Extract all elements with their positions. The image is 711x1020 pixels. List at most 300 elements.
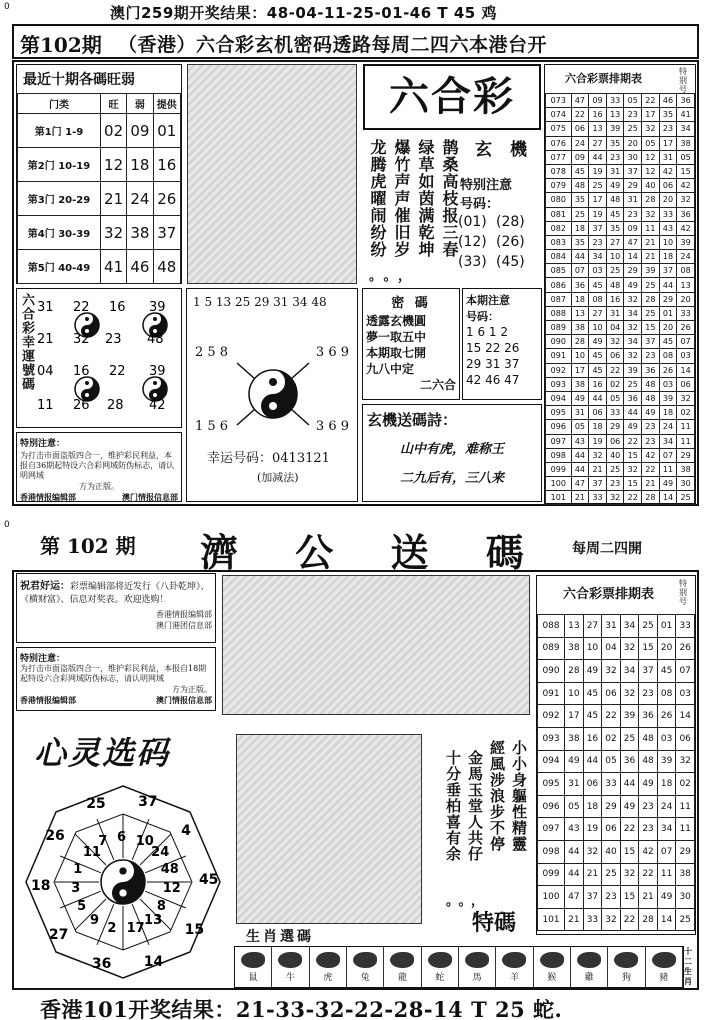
rank-row: [538, 886, 695, 909]
rank-issue: 088: [546, 306, 572, 320]
rank-cell: 49: [565, 750, 584, 773]
zodiac-label: 龍: [397, 972, 407, 983]
zodiac-icon: [241, 952, 265, 968]
rank-cell: 11: [677, 420, 695, 434]
rank-cell: 37: [659, 264, 677, 278]
xinling-inner-num: 12: [162, 880, 181, 896]
rank-cell: 32: [677, 193, 695, 207]
zodiac-icon: [353, 952, 377, 968]
zodiac-label: 虎: [323, 972, 333, 983]
shengxiao-row: [234, 946, 684, 988]
mima-line: 二六合: [419, 378, 456, 392]
rank-table-2-panel: [536, 575, 696, 935]
wang-ruo-row: [18, 148, 181, 182]
rank-cell: 42: [639, 840, 658, 863]
rank-cell: 26: [676, 637, 695, 660]
rank-cell: 49: [639, 773, 658, 796]
rank-cell: 33: [606, 406, 624, 420]
rank-cell: 25: [642, 306, 660, 320]
rank-cell: 23: [624, 108, 642, 122]
xinling-title: 心灵选码: [34, 734, 171, 772]
rank-cell: 32: [624, 349, 642, 363]
rank-cell: 29: [676, 840, 695, 863]
rank-cell: 06: [659, 179, 677, 193]
rank-row: [546, 221, 695, 235]
rank-cell: 25: [606, 264, 624, 278]
special-note-num: (26): [496, 234, 525, 250]
rank-cell: 18: [659, 250, 677, 264]
rank-cell: 15: [624, 448, 642, 462]
rank-cell: 21: [589, 462, 607, 476]
rank-cell: 01: [659, 306, 677, 320]
rank-row: [538, 795, 695, 818]
zodiac-icon: [577, 952, 601, 968]
rank-cell: 07: [676, 660, 695, 683]
wang-ruo-cell: 02: [100, 114, 126, 148]
rank-issue: 099: [546, 462, 572, 476]
rank-cell: 22: [639, 863, 658, 886]
rank-cell: 23: [589, 235, 607, 249]
rank-cell: 17: [659, 136, 677, 150]
xinling-outer-num: 15: [184, 921, 205, 938]
rank-cell: 26: [677, 321, 695, 335]
rank-cell: 33: [602, 773, 621, 796]
rank-cell: 13: [589, 122, 607, 136]
rank-issue: 087: [546, 292, 572, 306]
rank-cell: 42: [642, 448, 660, 462]
xinling-outer-num: 36: [91, 955, 112, 972]
rank-issue: 078: [546, 164, 572, 178]
rank-cell: 12: [642, 164, 660, 178]
wang-ruo-table: [17, 93, 181, 284]
logo-sub: 玄 機: [475, 140, 533, 160]
rank-cell: 45: [571, 164, 589, 178]
xinling-wheel: [20, 782, 226, 982]
rank-issue: 098: [546, 448, 572, 462]
rank-cell: 17: [642, 108, 660, 122]
rank-issue: 101: [538, 908, 565, 931]
poem-bottom: [436, 740, 532, 912]
landscape-illustration: [222, 575, 530, 715]
shengxiao-cell: [496, 947, 533, 987]
rank-cell: 13: [606, 108, 624, 122]
rank-cell: 38: [565, 637, 584, 660]
rank-cell: 05: [642, 136, 660, 150]
rank-row: [546, 420, 695, 434]
rank-issue: 101: [546, 491, 572, 505]
rank-row: [546, 193, 695, 207]
mima-line: 夢一取五中: [366, 330, 427, 344]
shengxiao-cell: [459, 947, 496, 987]
lucky-left-label: 六合彩幸運號碼: [19, 293, 34, 391]
rank-cell: 38: [571, 377, 589, 391]
rank-cell: 32: [677, 391, 695, 405]
rank-cell: 17: [589, 193, 607, 207]
rank-cell: 38: [571, 321, 589, 335]
lucky-left-num: 39: [149, 300, 166, 315]
rank-cell: 10: [589, 321, 607, 335]
rank-cell: 32: [624, 292, 642, 306]
xinling-outer-num: 45: [198, 871, 219, 888]
wang-ruo-category: 第1门 1-9: [18, 114, 101, 148]
rank-cell: 29: [659, 292, 677, 306]
rank-cell: 34: [659, 434, 677, 448]
rank-cell: 44: [589, 150, 607, 164]
zhu-jun-body: 彩票编辑部将近发行《八卦乾坤》、《横财富》、信息对奖表。欢迎选购！: [20, 582, 210, 605]
issue-number: 第102期: [20, 33, 102, 57]
rank-cell: 16: [583, 727, 602, 750]
taiji-icon: [249, 370, 297, 418]
rank-cell: 22: [571, 108, 589, 122]
rank-cell: 21: [639, 886, 658, 909]
zhu-jun-sign-1: 香港情报编辑部: [156, 610, 212, 619]
rank-cell: 48: [639, 727, 658, 750]
rank-cell: 36: [677, 94, 695, 108]
rank-cell: 22: [624, 491, 642, 505]
rank-cell: 06: [676, 727, 695, 750]
rank-cell: 42: [659, 164, 677, 178]
wang-ruo-cell: 37: [153, 216, 180, 250]
rank-cell: 23: [639, 682, 658, 705]
rank-issue: 080: [546, 193, 572, 207]
rank-cell: 20: [624, 136, 642, 150]
wang-ruo-header: 提供: [153, 94, 180, 114]
rank-row: [546, 207, 695, 221]
rank-row: [546, 335, 695, 349]
rank-issue: 073: [546, 94, 572, 108]
rank-cell: 11: [657, 863, 676, 886]
xuanji-poem-panel: [362, 404, 542, 502]
wang-ruo-cell: 32: [100, 216, 126, 250]
page-marker-top: 0: [4, 2, 10, 12]
macau-result-line: 澳门259期开奖结果：48-04-11-25-01-46 T 45 鸡: [110, 4, 497, 22]
rank-cell: 16: [606, 292, 624, 306]
rank-cell: 03: [659, 377, 677, 391]
rank-cell: 21: [642, 477, 660, 491]
rank-cell: 06: [602, 818, 621, 841]
rank-cell: 24: [677, 250, 695, 264]
rank-cell: 06: [571, 122, 589, 136]
notice-1-body: 为打击市面盗版四合一，维护彩民利益，本报自36期起特设六合彩网域防伪标志，请认明网域: [20, 451, 175, 480]
rank-cell: 13: [571, 306, 589, 320]
rank-cell: 18: [571, 292, 589, 306]
rank-cell: 43: [565, 818, 584, 841]
rank-cell: 22: [620, 908, 639, 931]
rank-cell: 42: [677, 179, 695, 193]
rank-issue: 093: [538, 727, 565, 750]
wang-ruo-category: 第3门 20-29: [18, 182, 101, 216]
rank-cell: 09: [589, 94, 607, 108]
rank-cell: 21: [642, 250, 660, 264]
note-nums-label: 号码：: [466, 310, 499, 323]
rank-cell: 47: [565, 886, 584, 909]
rank-cell: 11: [659, 462, 677, 476]
rank-cell: 39: [620, 705, 639, 728]
rank-cell: 08: [677, 264, 695, 278]
rank-cell: 11: [676, 818, 695, 841]
special-note-num: (45): [496, 254, 525, 270]
rank-cell: 32: [606, 491, 624, 505]
rank-cell: 34: [624, 335, 642, 349]
rank-cell: 06: [677, 377, 695, 391]
rank-row: [538, 773, 695, 796]
mima-panel: [362, 288, 460, 400]
rank-cell: 14: [677, 363, 695, 377]
rank-cell: 33: [606, 94, 624, 108]
rank-cell: 22: [624, 434, 642, 448]
rank-cell: 29: [606, 420, 624, 434]
xinling-inner-num: 3: [71, 880, 81, 896]
rank-cell: 34: [620, 660, 639, 683]
rank-cell: 47: [571, 94, 589, 108]
rank-issue: 099: [538, 863, 565, 886]
rank-cell: 18: [659, 406, 677, 420]
wang-ruo-cell: 01: [153, 114, 180, 148]
rank-cell: 47: [624, 235, 642, 249]
rank-issue: 077: [546, 150, 572, 164]
mima-line: 透露玄機圓: [366, 314, 427, 328]
rank-issue: 095: [546, 406, 572, 420]
rank-cell: 45: [583, 682, 602, 705]
xinling-inner-num: 2: [107, 920, 117, 936]
rank-issue: 085: [546, 264, 572, 278]
rank-cell: 40: [642, 179, 660, 193]
rank-cell: 20: [677, 292, 695, 306]
rank-cell: 48: [606, 193, 624, 207]
shengxiao-cell: [347, 947, 384, 987]
rank-row: [546, 235, 695, 249]
rank-cell: 21: [571, 491, 589, 505]
rank-cell: 47: [571, 477, 589, 491]
rank-cell: 25: [620, 727, 639, 750]
xinling-inner-num: 48: [160, 861, 179, 877]
rank-cell: 32: [606, 335, 624, 349]
xinling-inner-num: 5: [77, 899, 87, 914]
rank-cell: 08: [657, 682, 676, 705]
rank-issue: 095: [538, 773, 565, 796]
rank-cell: 06: [589, 406, 607, 420]
rank-cell: 45: [659, 335, 677, 349]
rank-issue: 097: [538, 818, 565, 841]
rank-cell: 17: [565, 705, 584, 728]
rank-row: [546, 94, 695, 108]
rank-cell: 25: [677, 491, 695, 505]
rank-cell: 27: [589, 136, 607, 150]
rank-cell: 07: [657, 840, 676, 863]
rank-cell: 31: [565, 773, 584, 796]
rank-table-1-title: 六合彩票排期表: [565, 72, 642, 85]
special-note-num: (28): [496, 214, 525, 230]
rank-cell: 19: [589, 434, 607, 448]
rank-cell: 21: [642, 235, 660, 249]
shengxiao-title: 生肖選碼: [246, 929, 314, 945]
shengxiao-cell: [272, 947, 309, 987]
notice-1-title: 特別注意：: [20, 439, 66, 449]
special-note-num: (12): [458, 234, 487, 250]
rank-row: [546, 434, 695, 448]
rank-cell: 31: [602, 615, 621, 638]
zodiac-label: 羊: [509, 972, 519, 983]
rank-cell: 01: [657, 615, 676, 638]
rank-cell: 42: [677, 221, 695, 235]
zodiac-label: 雞: [584, 972, 594, 983]
rank-cell: 44: [583, 750, 602, 773]
rank-cell: 05: [565, 795, 584, 818]
rank-row: [538, 660, 695, 683]
rank-table-1-side: 特别号: [679, 67, 687, 94]
rank-row: [546, 292, 695, 306]
rank-cell: 29: [624, 179, 642, 193]
rank-cell: 49: [624, 420, 642, 434]
wang-ruo-cell: 46: [127, 250, 153, 284]
zodiac-icon: [540, 952, 564, 968]
wang-ruo-category: 第4门 30-39: [18, 216, 101, 250]
rank-cell: 38: [676, 863, 695, 886]
rank-row: [546, 448, 695, 462]
rank-cell: 05: [677, 150, 695, 164]
wang-ruo-row: [18, 182, 181, 216]
taiji-center-symbol: [233, 359, 313, 429]
wang-ruo-cell: 21: [100, 182, 126, 216]
xuanji-poem-line-1: 山中有虎，难称王: [399, 442, 504, 457]
rank-issue: 097: [546, 434, 572, 448]
rank-cell: 39: [624, 363, 642, 377]
zodiac-label: 鼠: [248, 972, 258, 983]
rank-cell: 12: [642, 150, 660, 164]
rank-cell: 11: [677, 434, 695, 448]
wang-ruo-cell: 48: [153, 250, 180, 284]
rank-issue: 086: [546, 278, 572, 292]
rank-table-2-title: 六合彩票排期表: [563, 587, 655, 602]
rank-cell: 34: [589, 250, 607, 264]
rank-cell: 49: [657, 886, 676, 909]
rank-cell: 10: [565, 682, 584, 705]
rank-cell: 11: [676, 795, 695, 818]
rank-cell: 39: [606, 122, 624, 136]
rank-cell: 13: [565, 615, 584, 638]
wang-ruo-cell: 38: [127, 216, 153, 250]
rank-cell: 44: [589, 391, 607, 405]
rank-cell: 19: [583, 818, 602, 841]
taiji-right-down: 3 6 9: [315, 419, 349, 434]
rank-cell: 48: [606, 278, 624, 292]
rank-row: [538, 908, 695, 931]
rank-cell: 36: [639, 705, 658, 728]
rank-cell: 06: [606, 349, 624, 363]
rank-cell: 33: [677, 306, 695, 320]
lucky-left-num: 11: [37, 398, 54, 413]
lucky-left-graphic: [35, 289, 183, 429]
wang-ruo-title: 最近十期各碼旺弱: [23, 72, 135, 88]
rank-cell: 28: [642, 193, 660, 207]
rank-cell: 19: [589, 164, 607, 178]
rank-cell: 20: [657, 637, 676, 660]
xinling-outer-num: 27: [48, 926, 69, 943]
rank-cell: 43: [659, 221, 677, 235]
rank-cell: 25: [624, 377, 642, 391]
rank-row: [538, 840, 695, 863]
mima-line: 本期取七開: [366, 346, 427, 360]
taiji-left-up: 2 5 8: [195, 345, 229, 360]
rank-cell: 06: [606, 434, 624, 448]
xinling-inner-num: 9: [89, 913, 100, 929]
rank-row: [538, 705, 695, 728]
notice-2-title: 特别注意：: [20, 654, 66, 664]
rank-cell: 32: [624, 321, 642, 335]
wang-ruo-cell: 41: [100, 250, 126, 284]
poem-top: [363, 135, 463, 285]
wang-ruo-cell: 24: [127, 182, 153, 216]
special-note-panel: [458, 135, 542, 285]
rank-cell: 37: [642, 335, 660, 349]
jigong-title: 濟 公 送 碼: [200, 530, 546, 575]
rank-issue: 081: [546, 207, 572, 221]
rank-row: [546, 122, 695, 136]
rank-cell: 38: [677, 462, 695, 476]
rank-row: [546, 136, 695, 150]
note-nums-panel: [462, 288, 542, 400]
rank-issue: 093: [546, 377, 572, 391]
rank-cell: 37: [589, 221, 607, 235]
rank-cell: 18: [657, 773, 676, 796]
rank-cell: 10: [583, 637, 602, 660]
rank-cell: 07: [677, 335, 695, 349]
rank-cell: 49: [624, 278, 642, 292]
rank-cell: 34: [677, 122, 695, 136]
rank-cell: 31: [624, 193, 642, 207]
rank-row: [546, 164, 695, 178]
note-nums-title: 本期注意: [466, 294, 510, 307]
xinling-inner-num: 7: [98, 833, 108, 849]
rank-cell: 25: [606, 462, 624, 476]
rank-issue: 083: [546, 235, 572, 249]
rank-cell: 28: [565, 660, 584, 683]
rank-issue: 096: [538, 795, 565, 818]
rank-cell: 24: [659, 420, 677, 434]
rank-cell: 34: [624, 306, 642, 320]
taiji-center-panel: [186, 288, 358, 502]
rank-cell: 25: [602, 863, 621, 886]
rank-cell: 22: [606, 363, 624, 377]
rank-row: [546, 179, 695, 193]
special-note-title: 特别注意: [460, 178, 513, 193]
rank-cell: 05: [624, 94, 642, 108]
zodiac-label: 狗: [621, 972, 631, 983]
poem-line-2: 绿草如茵满乾坤: [416, 139, 435, 258]
note-nums-row: 29 31 37: [466, 357, 520, 371]
notice-2-sign: 方为正版。: [172, 685, 212, 694]
rank-table-2-side: 特别号: [679, 579, 687, 606]
rank-cell: 18: [589, 420, 607, 434]
lucky-left-num: 22: [73, 300, 90, 315]
rank-cell: 37: [624, 164, 642, 178]
zodiac-icon: [465, 952, 489, 968]
rank-cell: 07: [659, 448, 677, 462]
rank-issue: 094: [546, 391, 572, 405]
rank-issue: 100: [538, 886, 565, 909]
rank-row: [538, 682, 695, 705]
rank-row: [546, 306, 695, 320]
rank-cell: 32: [624, 462, 642, 476]
rank-issue: 094: [538, 750, 565, 773]
rank-cell: 25: [676, 908, 695, 931]
taiji-right-up: 3 6 9: [315, 345, 349, 360]
rank-cell: 35: [571, 193, 589, 207]
wang-ruo-row: [18, 114, 181, 148]
rank-cell: 46: [659, 94, 677, 108]
liuhecai-logo: [363, 64, 541, 130]
rank-cell: 28: [642, 491, 660, 505]
